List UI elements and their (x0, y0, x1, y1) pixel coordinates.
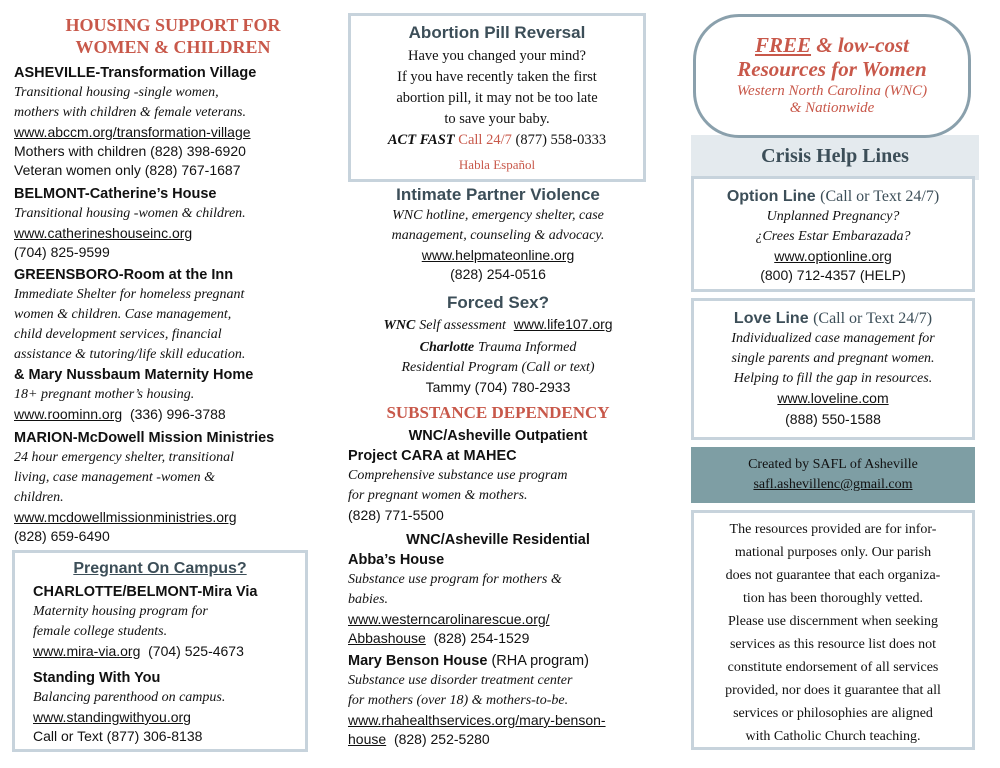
transformation-link[interactable]: www.abccm.org/transformation-village (14, 124, 251, 140)
entry-title: Standing With You (33, 670, 161, 686)
option-line-box: Option Line (Call or Text 24/7) Unplanned Pregnancy? ¿Crees Estar Embarazada? www.optionline.org (800) 712-4357 (HELP) (691, 176, 975, 292)
disclaimer-box: The resources provided are for infor- mational purposes only. Our parish does not guarantee that each organiza- tion has been thoroughly vetted. Please use discernment when seeking services as this resource list does not constitute endorsement of all services provided, nor does it guarantee that all services or philosophies are aligned with Catholic Church teaching. (691, 510, 975, 750)
life107-link[interactable]: www.life107.org (513, 316, 613, 332)
entry-title: BELMONT-Catherine’s House (14, 186, 217, 202)
free-label: FREE (754, 33, 812, 57)
services-column (348, 0, 652, 768)
pregnant-on-campus-box: Pregnant On Campus? CHARLOTTE/BELMONT-Mira Via Maternity housing program for female college students. www.mira-via.org (704) 525-4673 Standing With You Balancing parenthood on campus. www.standingwithyou.org Call or Text (877) 306-8138 (12, 550, 308, 752)
standingwithyou-link[interactable]: www.standingwithyou.org (33, 709, 191, 725)
entry-title: GREENSBORO-Room at the Inn (14, 267, 234, 283)
forced-heading: Forced Sex? (446, 293, 550, 312)
entry-title: Project CARA at MAHEC (348, 448, 517, 464)
substance-heading: SUBSTANCE DEPENDENCY (386, 403, 610, 422)
contact-email-link[interactable]: safl.ashevillenc@gmail.com (753, 477, 913, 492)
entry-title: CHARLOTTE/BELMONT-Mira Via (33, 584, 258, 600)
abortion-pill-reversal-box: Abortion Pill Reversal Have you changed your mind? If you have recently taken the first abortion pill, it may not be too late to save your baby. ACT FAST Call 24/7 (877) 558-0333 Habla Español (348, 13, 646, 182)
westerncarolinarescue-link[interactable]: www.westerncarolinarescue.org/ (348, 611, 550, 627)
entry-title: Abba’s House (348, 552, 445, 568)
mcdowell-mission-entry: MARION-McDowell Mission Ministries 24 hour emergency shelter, transitional living, case management -women & children. www.mcdowellmissionministries.org (828) 659-6490 (14, 428, 332, 546)
reversal-phone-line: ACT FAST Call 24/7 (877) 558-0333 (387, 132, 607, 148)
ipv-section: Intimate Partner Violence WNC hotline, emergency shelter, case management, counseling & advocacy. www.helpmateonline.org (828) 254-0516 (348, 184, 648, 284)
miravia-link[interactable]: www.mira-via.org (33, 643, 141, 659)
substance-section: SUBSTANCE DEPENDENCY WNC/Asheville Outpatient Project CARA at MAHEC Comprehensive substance use program for pregnant women & mothers. (828) 771-5500 WNC/Asheville Residential Abba’s House Substance use program for mothers & babies. www.westerncarolinarescue.org/ Abbashouse (828) 254-1529 Mary Benson House (RHA program) Substance use disorder treatment center for mothers (over 18) & mothers-to-be. www.rhahealthservices.org/mary-benson- house (828) 252-5280 (348, 402, 648, 749)
catherine-link[interactable]: www.catherineshouseinc.org (14, 225, 193, 241)
option-line-name: Option Line (726, 188, 816, 205)
entry-title: ASHEVILLE-Transformation Village (14, 65, 257, 81)
helpmate-link[interactable]: www.helpmateonline.org (421, 247, 575, 263)
spanish-note: Habla Español (458, 157, 536, 172)
entry-title: MARION-McDowell Mission Ministries (14, 430, 275, 446)
roominn-link[interactable]: www.roominn.org (14, 406, 123, 422)
optionline-link[interactable]: www.optionline.org (774, 248, 892, 264)
cover-title: Resources for Women (737, 57, 927, 81)
ipv-heading: Intimate Partner Violence (396, 185, 600, 204)
mcdowell-link[interactable]: www.mcdowellmissionministries.org (14, 509, 237, 525)
crisis-heading: Crisis Help Lines (761, 145, 909, 167)
loveline-link[interactable]: www.loveline.com (777, 390, 889, 406)
rha-link[interactable]: www.rhahealthservices.org/mary-benson- (348, 712, 606, 728)
housing-column (14, 0, 332, 768)
transformation-village-entry: ASHEVILLE-Transformation Village Transitional housing -single women, mothers with children & female veterans. www.abccm.org/transformation-village Mothers with children (828) 398-6920 Veteran women only (828) 767-1687 (14, 63, 332, 180)
love-line-name: Love Line (733, 310, 809, 327)
campus-heading: Pregnant On Campus? (73, 560, 247, 577)
entry-title: Mary Benson House (348, 653, 488, 669)
catherines-house-entry: BELMONT-Catherine’s House Transitional housing -women & children. www.catherineshouseinc.org (704) 825-9599 (14, 184, 332, 262)
love-line-box: Love Line (Call or Text 24/7) Individualized case management for single parents and pregnant women. Helping to fill the gap in resources. www.loveline.com (888) 550-1588 (691, 298, 975, 440)
reversal-heading: Abortion Pill Reversal (408, 23, 586, 42)
room-at-the-inn-entry: GREENSBORO-Room at the Inn Immediate Shelter for homeless pregnant women & children. Case management, child development services, financial assistance & tutoring/life skill education. & Mary Nussbaum Maternity Home 18+ pregnant mother’s housing. www.roominn.org (336) 996-3788 (14, 265, 332, 424)
cover-column (684, 0, 984, 768)
reversal-phone: (877) 558-0333 (515, 132, 607, 148)
forced-sex-section: Forced Sex? WNC Self assessment www.life107.org Charlotte Trauma Informed Residential Program (Call or text) Tammy (704) 780-2933 (348, 292, 648, 397)
housing-heading: HOUSING SUPPORT FOR WOMEN & CHILDREN (65, 15, 281, 57)
cover-title-badge: FREE & low-cost Resources for Women Western North Carolina (WNC) & Nationwide (693, 14, 971, 138)
created-by-box: Created by SAFL of Asheville safl.ashevillenc@gmail.com (691, 447, 975, 503)
